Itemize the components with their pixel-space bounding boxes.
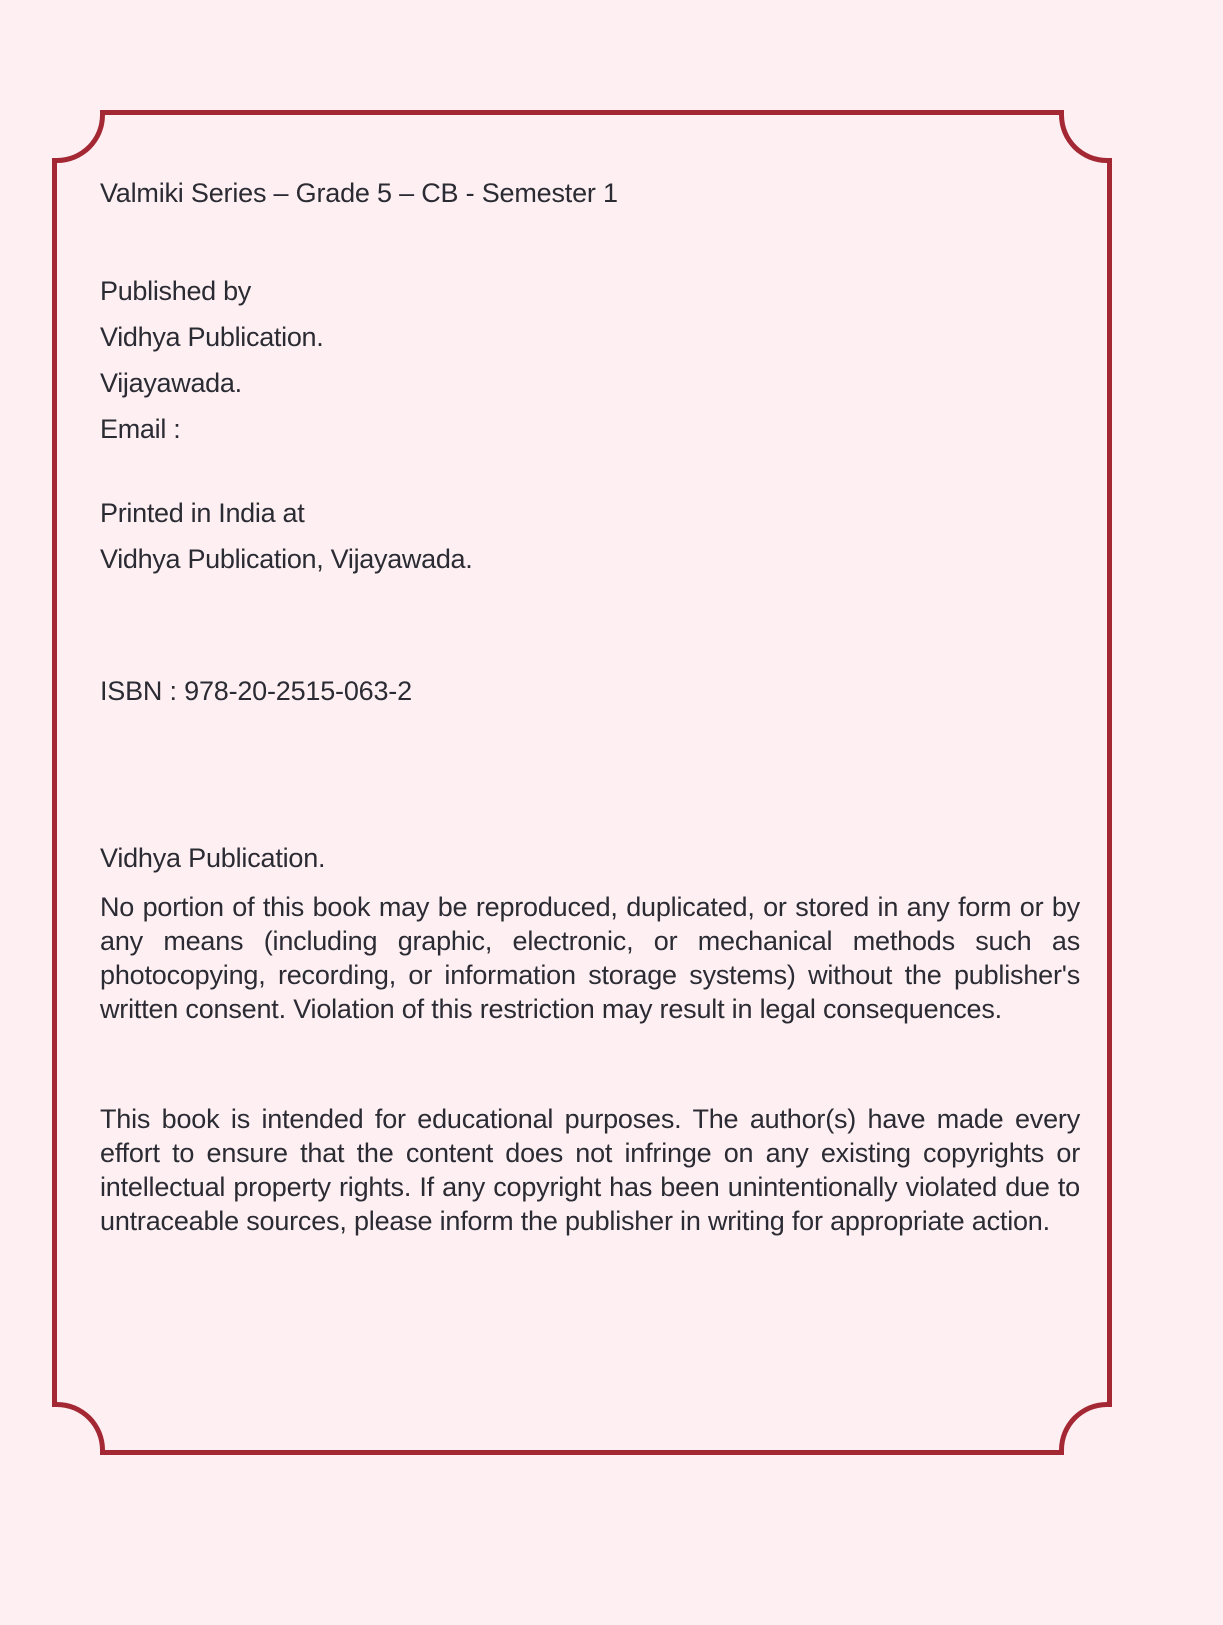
spacer-before-copyright (100, 708, 1085, 800)
disclaimer-paragraph: This book is intended for educational purposes. The author(s) have made every effort to ensure that the content does not infringe on any existing copyrights or intellectual property rights. If any copyright has been unintentionally violated due to untraceable sources, please inform the publisher in writing for appropriate action. (100, 1104, 1080, 1236)
spacer-before-isbn (100, 582, 1085, 674)
border-edge-left (52, 158, 57, 1407)
publisher-name: Vidhya Publication. (100, 322, 324, 352)
page-title: Valmiki Series – Grade 5 – CB - Semester 1 (100, 178, 618, 208)
page-content (100, 176, 1085, 1238)
spacer-between-paragraphs (100, 1026, 1085, 1102)
publisher-city: Vijayawada. (100, 368, 242, 398)
publisher-email-label: Email : (100, 414, 181, 444)
border-corner-top-right-icon (1059, 110, 1112, 163)
border-corner-top-left-icon (52, 110, 105, 163)
border-edge-bottom (100, 1450, 1064, 1455)
isbn-number: ISBN : 978-20-2515-063-2 (100, 676, 412, 706)
spacer-after-publisher (100, 452, 1085, 490)
border-edge-top (100, 110, 1064, 115)
border-corner-bottom-left-icon (52, 1402, 105, 1455)
border-corner-bottom-right-icon (1059, 1402, 1112, 1455)
printed-in-value: Vidhya Publication, Vijayawada. (100, 544, 473, 574)
printed-in-label: Printed in India at (100, 498, 305, 528)
border-edge-right (1107, 158, 1112, 1407)
published-by-label: Published by (100, 276, 252, 306)
copyright-notice-paragraph: No portion of this book may be reproduced, duplicated, or stored in any form or by any means (including graphic, electronic, or mechanical methods such as photocopying, recording, or information storage systems) without the publisher's written consent. Violation of this restriction may result in legal consequences. (100, 892, 1080, 1024)
copyright-holder: Vidhya Publication. (100, 843, 326, 873)
spacer-before-copyright-2 (100, 800, 1085, 838)
